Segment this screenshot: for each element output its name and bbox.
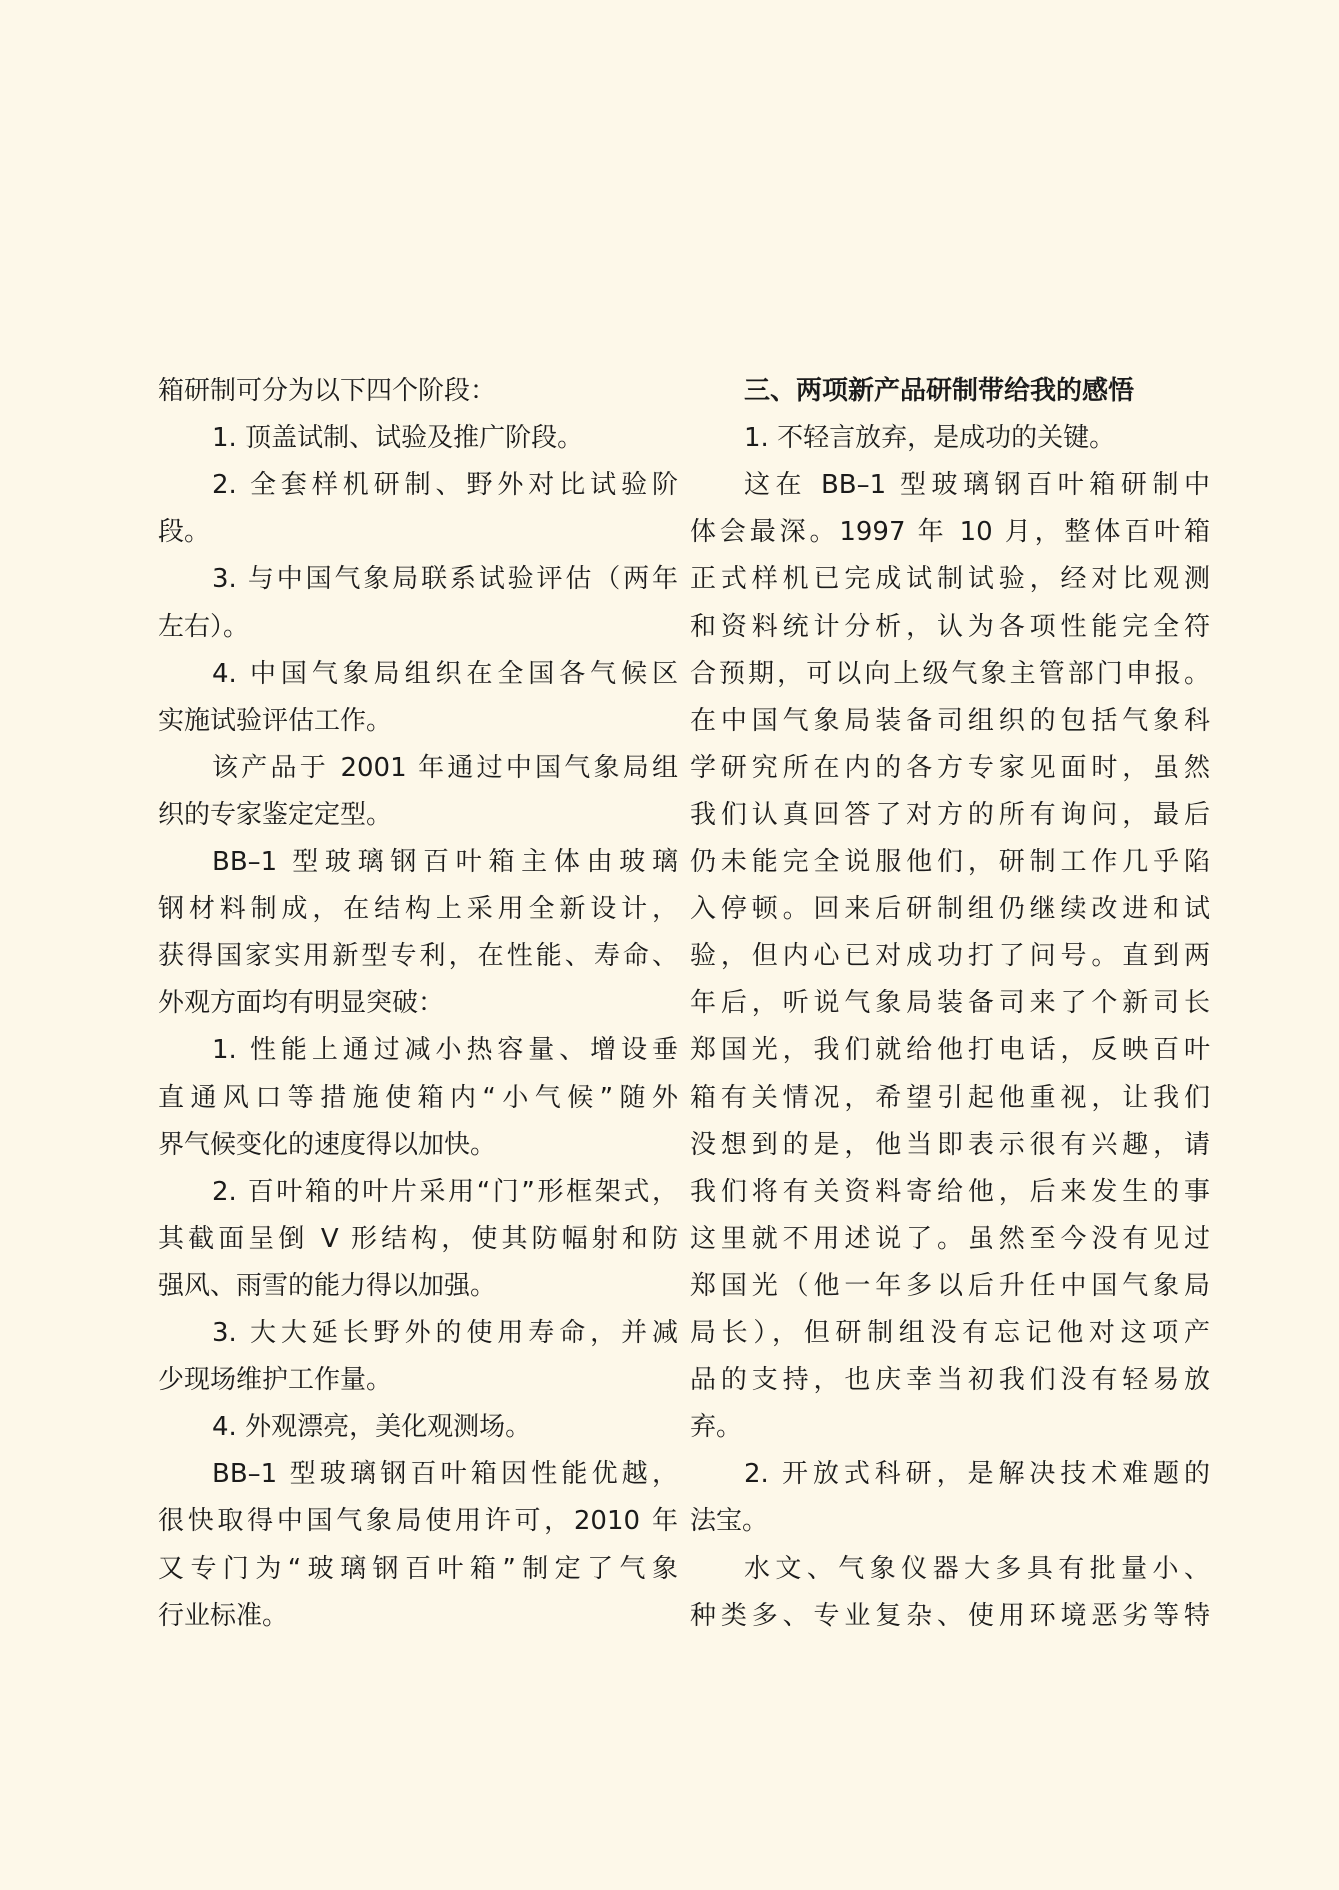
- text-line: 仍未能完全说服他们，研制工作几乎陷: [690, 847, 1210, 877]
- text-line: 3. 大大延长野外的使用寿命，并减: [212, 1318, 678, 1348]
- text-line: 2. 开放式科研，是解决技术难题的: [744, 1459, 1210, 1490]
- text-line: 实施试验评估工作。: [158, 705, 393, 736]
- text-line: 钢材料制成，在结构上采用全新设计，: [158, 894, 678, 925]
- text-line: 学研究所在内的各方专家见面时，虽然: [690, 752, 1210, 783]
- text-line: 弃。: [690, 1412, 743, 1443]
- text-line: 这里就不用述说了。虽然至今没有见过: [690, 1223, 1210, 1254]
- text-line: 局长），但研制组没有忘记他对这项产: [690, 1318, 1210, 1348]
- text-line: BB–1 型玻璃钢百叶箱主体由玻璃: [212, 847, 678, 877]
- left-text-column: [158, 0, 678, 1890]
- text-line: BB–1 型玻璃钢百叶箱因性能优越，: [212, 1459, 678, 1490]
- text-line: 正式样机已完成试制试验，经对比观测: [690, 564, 1210, 595]
- text-line: 箱研制可分为以下四个阶段：: [158, 376, 497, 406]
- right-text-column: [690, 0, 1210, 1890]
- text-line: 种类多、专业复杂、使用环境恶劣等特: [690, 1600, 1210, 1631]
- text-line: 我们将有关资料寄给他，后来发生的事: [690, 1176, 1210, 1207]
- text-line: 4. 外观漂亮，美化观测场。: [212, 1412, 532, 1443]
- text-line: 直通风口等措施使箱内“小气候”随外: [158, 1082, 678, 1113]
- text-line: 1. 顶盖试制、试验及推广阶段。: [212, 423, 584, 454]
- text-line: 水文、气象仪器大多具有批量小、: [744, 1553, 1210, 1584]
- text-line: 没想到的是，他当即表示很有兴趣，请: [690, 1129, 1210, 1160]
- text-line: 很快取得中国气象局使用许可，2010 年: [158, 1506, 678, 1537]
- text-line: 品的支持，也庆幸当初我们没有轻易放: [690, 1365, 1210, 1396]
- text-line: 织的专家鉴定定型。: [158, 799, 393, 830]
- text-line: 2. 全套样机研制、野外对比试验阶: [212, 470, 678, 501]
- section-heading: 三、两项新产品研制带给我的感悟: [744, 376, 1135, 406]
- text-line: 法宝。: [690, 1506, 769, 1537]
- text-line: 郑国光（他一年多以后升任中国气象局: [690, 1270, 1210, 1301]
- text-line: 界气候变化的速度得以加快。: [158, 1129, 497, 1160]
- text-line: 段。: [158, 517, 211, 548]
- text-line: 行业标准。: [158, 1600, 289, 1631]
- text-line: 其截面呈倒 V 形结构，使其防幅射和防: [158, 1223, 678, 1254]
- text-line: 少现场维护工作量。: [158, 1365, 393, 1396]
- text-line: 箱有关情况，希望引起他重视，让我们: [690, 1082, 1210, 1113]
- text-line: 获得国家实用新型专利，在性能、寿命、: [158, 941, 678, 972]
- text-line: 外观方面均有明显突破：: [158, 988, 445, 1019]
- text-line: 左右）。: [158, 611, 250, 642]
- text-line: 2. 百叶箱的叶片采用“门”形框架式，: [212, 1176, 678, 1207]
- text-line: 和资料统计分析，认为各项性能完全符: [690, 611, 1210, 642]
- text-line: 我们认真回答了对方的所有询问，最后: [690, 799, 1210, 830]
- text-line: 入停顿。回来后研制组仍继续改进和试: [690, 894, 1210, 925]
- text-line: 验，但内心已对成功打了问号。直到两: [690, 941, 1210, 972]
- text-line: 这在 BB–1 型玻璃钢百叶箱研制中: [744, 470, 1210, 501]
- text-line: 合预期，可以向上级气象主管部门申报。: [690, 658, 1210, 689]
- text-line: 4. 中国气象局组织在全国各气候区: [212, 658, 678, 689]
- text-line: 又专门为“玻璃钢百叶箱”制定了气象: [158, 1553, 678, 1584]
- text-line: 3. 与中国气象局联系试验评估（两年: [212, 564, 678, 595]
- text-line: 该产品于 2001 年通过中国气象局组: [212, 752, 678, 783]
- text-line: 体会最深。1997 年 10 月，整体百叶箱: [690, 517, 1210, 548]
- text-line: 在中国气象局装备司组织的包括气象科: [690, 705, 1210, 736]
- text-line: 强风、雨雪的能力得以加强。: [158, 1270, 497, 1301]
- text-line: 郑国光，我们就给他打电话，反映百叶: [690, 1035, 1210, 1066]
- text-line: 1. 不轻言放弃，是成功的关键。: [744, 423, 1116, 454]
- text-line: 1. 性能上通过减小热容量、增设垂: [212, 1035, 678, 1066]
- text-line: 年后，听说气象局装备司来了个新司长: [690, 988, 1210, 1019]
